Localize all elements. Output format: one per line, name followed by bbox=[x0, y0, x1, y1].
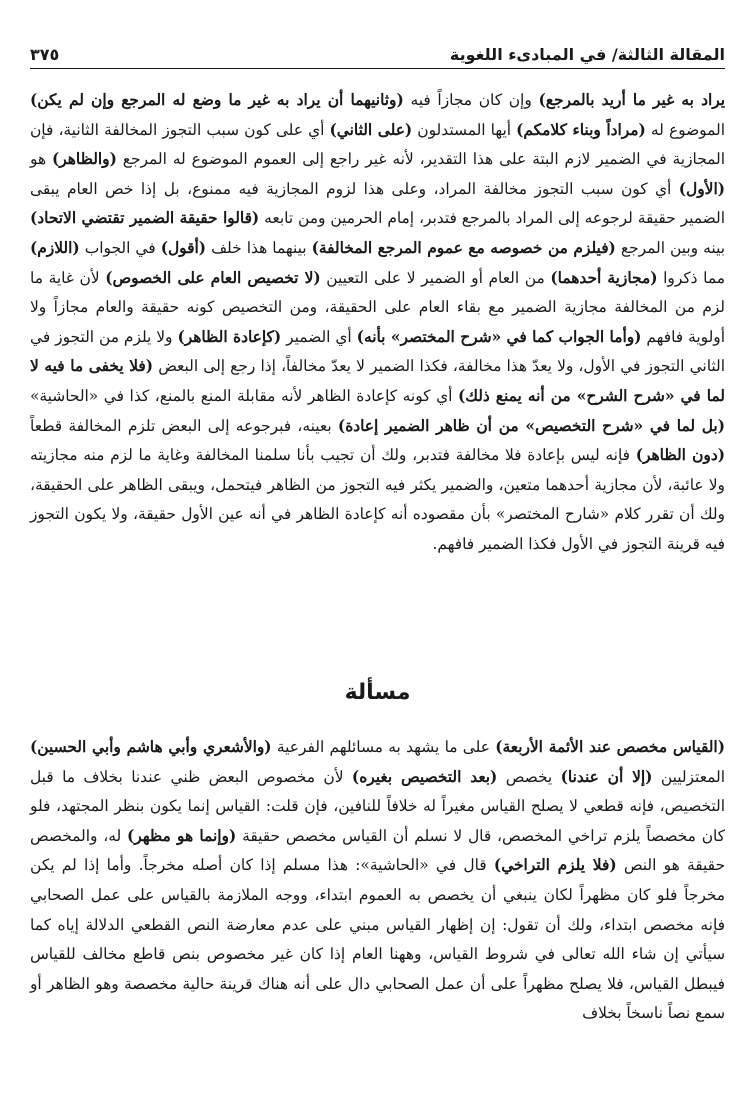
bold-span: (وثانيهما أن يراد به غير ما وضع له المرجع وإن لم يكن) bbox=[30, 91, 404, 109]
bold-span: (فلا يخفى ما فيه لا لما في «شرح الشرح» من أنه يمنع ذلك) bbox=[30, 357, 725, 405]
paragraph-2-text bbox=[30, 733, 725, 1029]
bold-span: (وأما الجواب كما في «شرح المختصر» بأنه) bbox=[356, 327, 642, 346]
text-span: بعينه، فبرجوعه إلى البعض تلزم المخالفة قطعاً bbox=[30, 416, 338, 435]
running-head bbox=[30, 30, 725, 64]
text-span: على ما يشهد به مسائلهم الفرعية bbox=[271, 738, 496, 756]
text-span: أي كونه كإعادة الظاهر لأنه مقابلة المنع بالمنع، كذا في «الحاشية» bbox=[30, 386, 458, 405]
text-span: قال في «الحاشية»: هذا مسلم إذا كان أصله مخرجاً. وأما إذا لم يكن مخرجاً فلو كان مظهراً لكان ينبغي أن يخصص به العموم ابتداء، ووجه الملازمة بالقياس على عمل الصحابي فإنه مخصص ابتداء، ولك أن تقول: إن إظهار القياس مبني على عدم معارضة النص القطعي الدلالة إياه كما سيأتي إن شاء الله تعالى في شروط القياس، وههنا العام إذا كان غير مخصوص بنص قاطع مخالف للقياس فيبطل القياس، فلا يصلح مظهراً على أن عمل الصحابي دال على أنه هناك قرينة حالية مخصصة وهو الظاهر أو سمع نصاً ناسخاً بخلاف bbox=[30, 856, 725, 1023]
text-span: لأن مخصوص البعض ظني عندنا بخلاف ما قبل التخصيص، فإنه قطعي لا يصلح القياس مغيراً له خلافاً للنافين، فإن قلت: القياس إنما يكون بنظر المجتهد، فلو كان مخصصاً يلزم تراخي المخصص، قال لا نسلم أن القياس مخصص حقيقة bbox=[30, 767, 726, 845]
header-rule bbox=[30, 68, 725, 69]
bold-span: (الأول) bbox=[678, 179, 725, 198]
text-span: أيها المستدلون bbox=[412, 120, 517, 139]
section-title: مسألة bbox=[344, 680, 411, 705]
bold-span: (بل لما في «شرح التخصيص» من أن ظاهر الضمير إعادة) bbox=[337, 416, 725, 435]
bold-span: (لا تخصيص العام على الخصوص) bbox=[105, 268, 321, 287]
text-span: لأن غاية ما لزم من المخالفة مجازية الضمير مع بقاء العام على الحقيقة، ومن التخصيص كونه حقيقة والعام مجازاً ولا أولوية فافهم bbox=[30, 268, 725, 346]
bold-span: (إلا أن عندنا) bbox=[560, 767, 653, 786]
bold-span: (أقول) bbox=[160, 238, 207, 257]
bold-span: (فلا يلزم التراخي) bbox=[493, 856, 617, 875]
text-span: بينه وبين المرجع bbox=[615, 238, 726, 257]
bold-span: (كإعادة الظاهر) bbox=[177, 327, 282, 346]
bold-span: (والأشعري وأبي هاشم وأبي الحسين) bbox=[30, 738, 272, 756]
text-span: له، والمخصص حقيقة هو النص bbox=[30, 826, 725, 875]
bold-span: (والظاهر) bbox=[51, 150, 117, 169]
text-span: المعتزليين bbox=[652, 767, 725, 786]
bold-span: (مجازية أحدهما) bbox=[550, 268, 658, 287]
chapter-title: المقالة الثالثة/ في المبادىء اللغوية bbox=[449, 45, 725, 64]
text-span: أي على كون سبب التجوز المخالفة الثانية، فإن المجازية في الضمير لازم البتة على هذا التقدير، لأنه غير راجع إلى العموم الموضوع له المرجع bbox=[30, 120, 725, 169]
bold-span: يراد به غير ما أريد بالمرجع) bbox=[538, 91, 726, 109]
text-span: أي الضمير bbox=[281, 327, 357, 346]
text-span: فإنه ليس بإعادة فلا مخالفة فتدبر، ولك أن تجيب بأنا سلمنا المخالفة وغاية ما لزم منه مجازيته ولا عائبة، لأن مجازية أحدهما متعين، والضمير يكثر فيه التجوز من الظاهر فيتحمل، ويبقى الظاهر على الحقيقة، ولك أن تقرر كلام «شارح المختصر» بأن مقصوده أنه كإعادة الظاهر في أنه عين الأول حقيقة، ولا يكون التجوز فيه قرينة التجوز في الأول فكذا الضمير فافهم. bbox=[30, 446, 725, 553]
bold-span: (مراداً وبناء كلامكم) bbox=[516, 120, 646, 139]
bold-span: (القياس مخصص عند الأئمة الأربعة) bbox=[495, 738, 725, 756]
page-number: ٣٧٥ bbox=[30, 45, 60, 64]
paragraph-2 bbox=[30, 733, 725, 1029]
paragraph-1-text bbox=[30, 86, 725, 560]
paragraph-1 bbox=[30, 86, 725, 560]
text-span: وإن كان مجازاً فيه bbox=[403, 91, 539, 109]
text-span: أي كون سبب التجوز مخالفة المراد، وعلى هذا لزوم المجازية فيه ممنوع، بل إذا خص العام يبقى الضمير حقيقة لرجوعه إلى المراد بالمرجع فتدبر، إمام الحرمين ومن تابعه bbox=[30, 179, 725, 228]
bold-span: (دون الظاهر) bbox=[635, 446, 725, 465]
text-span: هو bbox=[30, 150, 52, 169]
bold-span: (قالوا حقيقة الضمير تقتضي الاتحاد) bbox=[30, 209, 260, 228]
text-span: يخصص bbox=[497, 767, 561, 786]
bold-span: (اللازم) bbox=[30, 238, 80, 257]
bold-span: (فيلزم من خصوصه مع عموم المرجع المخالفة) bbox=[311, 238, 616, 257]
text-span: من العام أو الضمير لا على التعيين bbox=[320, 268, 551, 287]
bold-span: (وإنما هو مظهر) bbox=[127, 826, 237, 845]
text-span: ولا يلزم من التجوز في الثاني التجوز في الأول، ولا يعدّ هذا مخالفة، فكذا الضمير لا يعدّ مخالفاً، إذا رجع إلى البعض bbox=[30, 327, 726, 376]
text-span: الموضوع له bbox=[645, 120, 725, 139]
bold-span: (بعد التخصيص بغيره) bbox=[351, 767, 498, 786]
text-span: في الجواب bbox=[79, 238, 161, 257]
text-span: بينهما هذا خلف bbox=[206, 238, 312, 257]
text-span: مما ذكروا bbox=[657, 268, 725, 287]
bold-span: (على الثاني) bbox=[329, 120, 413, 139]
